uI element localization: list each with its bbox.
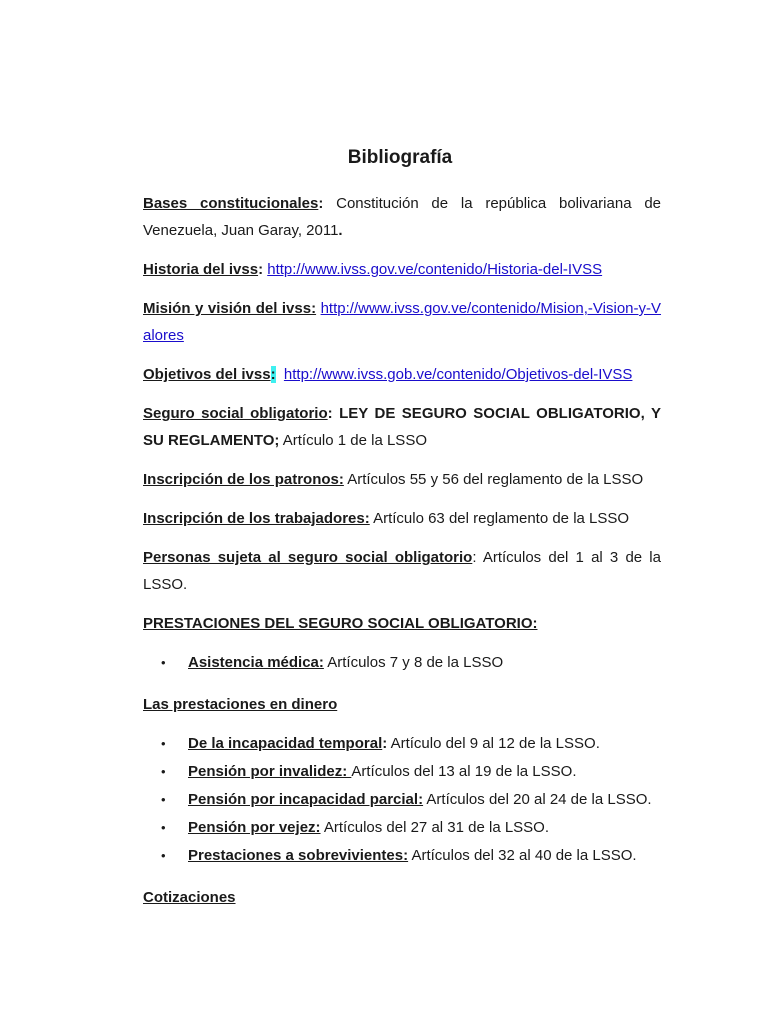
bibliography-content [143,190,661,923]
dinero-item-text: Artículos del 27 al 31 de la LSSO. [320,819,550,836]
dinero-item-text: Artículo del 9 al 12 de la LSSO. [387,735,600,752]
dinero-item-label: Prestaciones a sobrevivientes: [188,847,409,864]
objetivos-colon: : [270,366,276,383]
list-item [143,649,661,677]
bullet-icon: • [161,655,166,670]
bases-text: Constitución de la república bolivariana de Venezuela, Juan Garay, 2011 [143,195,661,239]
dinero-item-text: Artículos del 20 al 24 de la LSSO. [423,791,652,808]
mision-label: Misión y visión del ivss: [143,300,317,317]
seguro-entry [143,400,661,454]
prestaciones-heading [143,610,661,637]
bullet-icon: • [161,792,166,807]
historia-entry [143,256,661,283]
dinero-item-text: Artículos del 32 al 40 de la LSSO. [408,847,637,864]
trabajadores-text: Artículo 63 del reglamento de la LSSO [369,510,630,527]
list-item [143,730,661,758]
patronos-entry [143,466,661,493]
bullet-icon: • [161,848,166,863]
dinero-heading [143,691,661,718]
bullet-icon: • [161,736,166,751]
objetivos-label: Objetivos del ivss [143,366,271,383]
bases-colon: : [318,195,324,212]
patronos-text: Artículos 55 y 56 del reglamento de la LSSO [343,471,644,488]
mision-link[interactable]: http://www.ivss.gov.ve/contenido/Mision,-Vision-y-Valores [143,300,662,344]
trabajadores-entry [143,505,661,532]
dinero-item-label: De la incapacidad temporal [188,735,383,752]
dinero-item-label: Pensión por invalidez: [188,763,352,780]
dinero-item-label: Pensión por vejez: [188,819,321,836]
list-item [143,786,661,814]
seguro-law: : LEY DE SEGURO SOCIAL OBLIGATORIO, Y SU REGLAMENTO; [143,405,661,449]
bases-label: Bases constitucionales [143,195,319,212]
seguro-label: Seguro social obligatorio [143,405,328,422]
dinero-item-label: Pensión por incapacidad parcial: [188,791,424,808]
list-item [143,814,661,842]
trabajadores-label: Inscripción de los trabajadores: [143,510,370,527]
historia-link[interactable]: http://www.ivss.gov.ve/contenido/Historia-del-IVSS [267,261,603,278]
cotizaciones-heading-text: Cotizaciones [143,889,236,906]
bases-end: . [338,222,343,239]
page-title: Bibliografía [347,147,453,168]
historia-label: Historia del ivss [143,261,259,278]
patronos-label: Inscripción de los patronos: [143,471,344,488]
list-item [143,842,661,870]
objetivos-entry [143,361,661,388]
dinero-heading-text: Las prestaciones en dinero [143,696,338,713]
asistencia-label: Asistencia médica: [188,654,324,671]
personas-text: : Artículos del 1 al 3 de la LSSO. [143,549,661,593]
list-item [143,758,661,786]
bullet-icon: • [161,764,166,779]
mision-entry [143,295,661,349]
asistencia-text: Artículos 7 y 8 de la LSSO [323,654,504,671]
prestaciones-heading-text: PRESTACIONES DEL SEGURO SOCIAL OBLIGATORIO: [143,615,538,632]
seguro-text: Artículo 1 de la LSSO [279,432,427,449]
historia-colon: : [258,261,264,278]
personas-entry [143,544,661,598]
personas-label: Personas sujeta al seguro social obligatorio [143,549,473,566]
asistencia-list [143,649,661,677]
cotizaciones-heading [143,884,661,911]
dinero-list [143,730,661,870]
bases-entry [143,190,661,244]
bullet-icon: • [161,820,166,835]
dinero-item-colon: : [382,735,388,752]
dinero-item-text: Artículos del 13 al 19 de la LSSO. [351,763,577,780]
objetivos-link[interactable]: http://www.ivss.gob.ve/contenido/Objetivos-del-IVSS [283,366,633,383]
